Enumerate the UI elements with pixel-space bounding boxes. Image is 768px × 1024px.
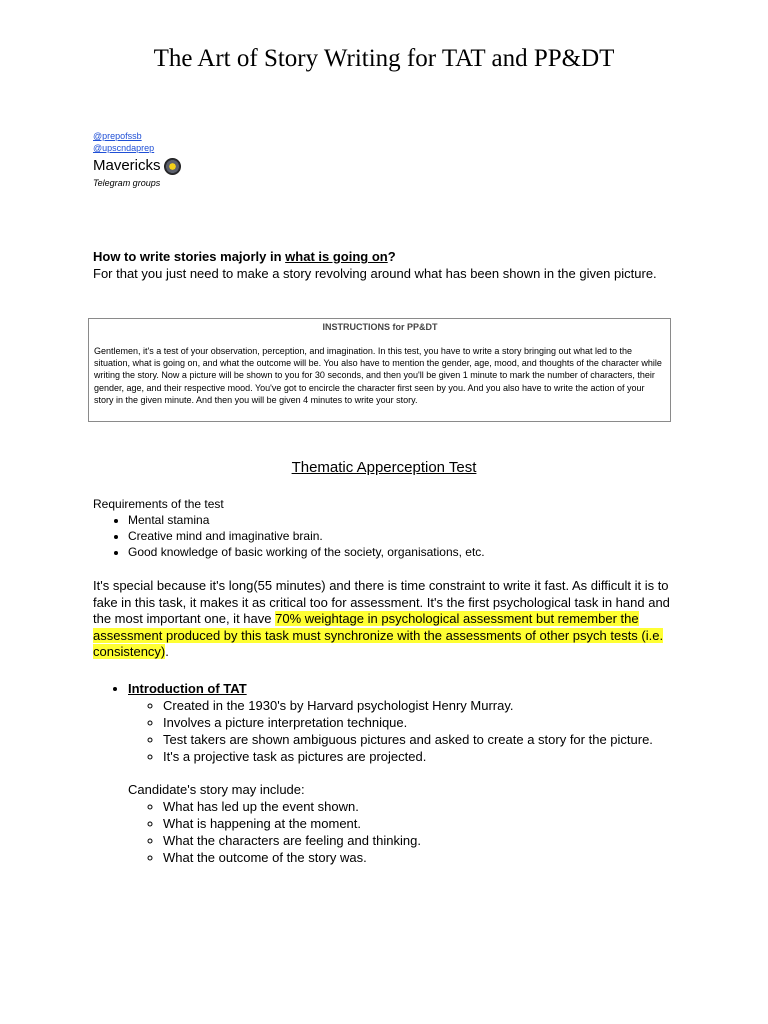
list-item: • Mental stamina	[128, 512, 693, 528]
how-to-answer: For that you just need to make a story revolving around what has been shown in the given picture.	[93, 266, 657, 281]
intro-item	[128, 680, 693, 765]
how-to-question	[93, 248, 683, 265]
mavericks-logo-icon	[164, 158, 181, 175]
question-suffix: ?	[387, 249, 396, 264]
may-include-list	[128, 798, 693, 866]
question-emphasis: what is going on	[285, 249, 388, 264]
intro-list	[93, 680, 693, 765]
list-item: • Creative mind and imaginative brain.	[128, 528, 693, 544]
list-item: ◦ Created in the 1930's by Harvard psychologist Henry Murray.	[163, 697, 693, 714]
highlighted-text: 70% weightage in psychological assessment but remember the assessment produced by this task must synchronize with the assessments of other psych tests (i.e. consistency)	[93, 611, 664, 660]
brand	[93, 156, 181, 176]
contact-block	[93, 130, 181, 189]
page-title: The Art of Story Writing for TAT and PP&DT	[153, 45, 615, 72]
telegram-link-prepofssb[interactable]: @prepofssb	[93, 131, 142, 141]
paragraph-text: It's special because it's long(55 minutes) and there is time constraint to write it fast. As difficult it is to fake in this task, it makes it as critical too for assessment. It's the first psychological task in hand and the most important one, it have	[93, 578, 670, 627]
how-to-section	[93, 248, 683, 282]
list-item: ◦ What is happening at the moment.	[163, 815, 693, 832]
list-item: ◦ What the characters are feeling and thinking.	[163, 832, 693, 849]
requirements-section	[93, 496, 693, 560]
brand-tagline: Telegram groups	[93, 178, 161, 188]
question-prefix: How to write stories majorly in	[93, 249, 286, 264]
brand-name: Mavericks	[93, 157, 161, 174]
special-paragraph	[93, 578, 683, 661]
intro-sublist	[128, 697, 693, 765]
may-include-label: Candidate's story may include:	[128, 782, 305, 797]
instructions-text: Gentlemen, it's a test of your observation, perception, and imagination. In this test, you have to write a story bringing out what led to the situation, what is going on, and what the outcome will be. You also have to mention the gender, age, mood, and thoughts of the character while writing the story. Now a picture will be shown to you for 30 seconds, and then you'll be given 1 minute to mark the number of characters, their gender, age, and their respective mood. You've got to encircle the character first seen by you. And you also have to write the action of your story in the given minute. And then you will be given 4 minutes to write your story.	[94, 346, 662, 405]
list-item: • Good knowledge of basic working of the society, organisations, etc.	[128, 544, 693, 560]
requirements-list	[93, 512, 693, 560]
introduction-section	[93, 680, 693, 866]
section-heading-tat: Thematic Apperception Test	[291, 459, 477, 476]
list-item: ◦ What the outcome of the story was.	[163, 849, 693, 866]
requirements-label: Requirements of the test	[93, 497, 224, 511]
intro-heading: Introduction of TAT	[128, 681, 247, 696]
instructions-box	[88, 318, 671, 422]
list-item: ◦ Test takers are shown ambiguous pictures and asked to create a story for the picture.	[163, 731, 693, 748]
list-item: ◦ What has led up the event shown.	[163, 798, 693, 815]
instructions-title: INSTRUCTIONS for PP&DT	[322, 322, 438, 332]
list-item: ◦ Involves a picture interpretation technique.	[163, 714, 693, 731]
telegram-link-upscndaprep[interactable]: @upscndaprep	[93, 143, 155, 153]
paragraph-end: .	[165, 644, 169, 660]
list-item: ◦ It's a projective task as pictures are projected.	[163, 748, 693, 765]
